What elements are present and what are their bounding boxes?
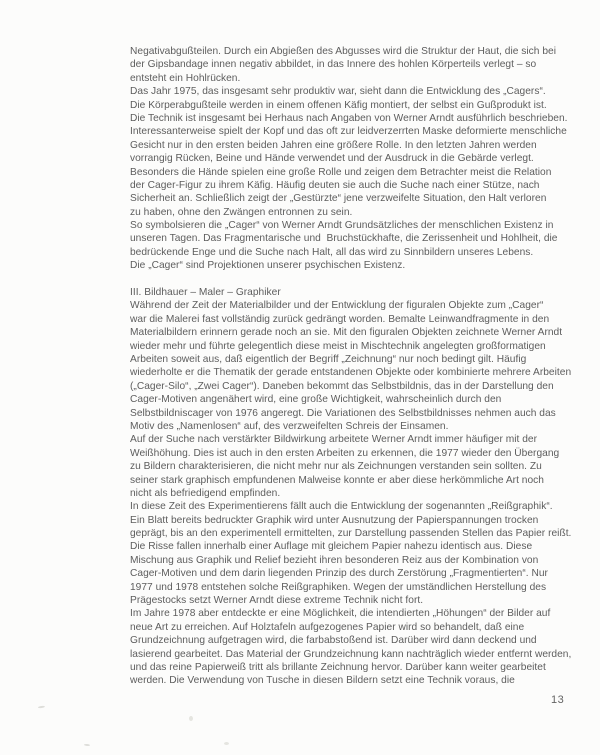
text-line: Die „Cager“ sind Projektionen unserer psychischen Existenz. — [130, 260, 406, 272]
scan-smudge — [38, 706, 45, 709]
paragraph — [130, 500, 585, 607]
text-line: („Cager-Silo“, „Zwei Cager“). Daneben bekommt das Selbstbildnis, das in der Darstellung den — [130, 380, 554, 392]
paragraph — [130, 433, 585, 500]
text-line: Selbstbildniscager von 1976 angeregt. Die Variationen des Selbstbildnisses nehmen auch das — [130, 407, 556, 419]
text-line: Interessanterweise spielt der Kopf und das oft zur leidverzerrten Maske deformierte menschliche — [130, 126, 567, 138]
text-line: Im Jahre 1978 aber entdeckte er eine Möglichkeit, die intendierten „Höhungen“ der Bilder auf — [130, 608, 551, 620]
page-number: 13 — [551, 694, 565, 706]
text-line: lasierend gearbeitet. Das Material der Grundzeichnung kann nachträglich wieder entfernt werden, — [130, 648, 572, 660]
scan-smudge — [189, 716, 193, 721]
section-heading: III. Bildhauer – Maler – Graphiker — [130, 287, 281, 299]
text-line: war die Malerei fast vollständig zurück gedrängt worden. Bemalte Leinwandfragmente in den — [130, 313, 550, 325]
text-line: Mischung aus Graphik und Relief bezieht ihren besonderen Reiz aus der Kombination von — [130, 554, 539, 566]
text-line: Cager-Motiven angenähert wird, eine große Wichtigkeit, wahrscheinlich durch den — [130, 394, 502, 406]
text-line: Cager-Motiven und dem darin liegenden Prinzip des durch Zerstörung „Fragmentierten“. Nur — [130, 568, 548, 580]
paragraph — [130, 219, 585, 273]
text-line: Während der Zeit der Materialbilder und der Entwicklung der figuralen Objekte zum „Cager“ — [130, 300, 544, 312]
text-line: Motiv des „Namenlosen“ auf, des verzweifelten Schreis der Einsamen. — [130, 420, 449, 432]
text-line: Sicherheit an. Schließlich zeigt der „Gestürzte“ jene verzweifelte Situation, den Halt verloren — [130, 193, 547, 205]
text-line: Arbeiten soweit aus, daß eigentlich der Begriff „Zeichnung“ nur noch bedingt gilt. Häufig — [130, 353, 527, 365]
paragraph — [130, 85, 585, 219]
text-line: entsteht ein Hohlrücken. — [130, 72, 241, 84]
text-line: und das reine Papierweiß tritt als brillante Zeichnung hervor. Darüber kann weiter gearbeitet — [130, 661, 546, 673]
text-line: werden. Die Verwendung von Tusche in diesen Bildern setzt eine Technik voraus, die — [130, 675, 515, 687]
text-line: nicht als befriedigend empfinden. — [130, 487, 281, 499]
text-line: neue Art zu erreichen. Auf Holztafeln aufgezogenes Papier wird so behandelt, daß eine — [130, 621, 525, 633]
text-line: zu Bildern charakterisieren, die nicht mehr nur als Zeichnungen verstanden sein sollten. Zu — [130, 461, 542, 473]
text-line: Ein Blatt bereits bedruckter Graphik wird unter Ausnutzung der Papierspannungen trocken — [130, 514, 539, 526]
text-line: 1977 und 1978 entstehen solche Reißgraphiken. Wegen der umständlichen Herstellung des — [130, 581, 547, 593]
text-line: Prägestocks setzt Werner Arndt diese extreme Technik nicht fort. — [130, 595, 424, 607]
text-line: So symbolsieren die „Cager“ von Werner Arndt Grundsätzliches der menschlichen Existenz in — [130, 220, 554, 232]
scan-smudge — [224, 742, 229, 745]
text-line: geprägt, bis an den experimentell ermittelten, zur Darstellung passenden Stellen das Papier reißt. — [130, 528, 572, 540]
text-line: Die Körperabgußteile werden in einem offenen Käfig montiert, der selbst ein Gußprodukt ist. — [130, 99, 547, 111]
text-line: der Cager-Figur zu ihrem Käfig. Häufig deuten sie auch die Suche nach einer Stütze, nach — [130, 179, 540, 191]
paragraph — [130, 299, 585, 433]
text-line: vorrangig Rücken, Beine und Hände verwendet und der Ausdruck in die Gebärde verlegt. — [130, 153, 534, 165]
text-line: Das Jahr 1975, das insgesamt sehr produktiv war, sieht dann die Entwicklung des „Cagers“. — [130, 86, 546, 98]
text-line: zu haben, ohne den Zwängen entronnen zu sein. — [130, 206, 353, 218]
text-line: wieder mehr und führte gelegentlich diese meist in Mischtechnik angelegten großformatigen — [130, 340, 546, 352]
text-line: Die Technik ist insgesamt bei Herhaus nach Angaben von Werner Arndt ausführlich beschrieben. — [130, 112, 568, 124]
text-line: Negativabgußteilen. Durch ein Abgießen des Abgusses wird die Struktur der Haut, die sich bei — [130, 46, 556, 57]
text-line: Grundzeichnung aufgetragen wird, die farbabstoßend ist. Darüber wird dann deckend und — [130, 635, 537, 647]
text-line: unseren Tagen. Das Fragmentarische und Bruchstückhafte, die Zerissenheit und Hohlheit, die — [130, 233, 558, 245]
text-line: Gesicht nur in den ersten beiden Jahren eine größere Rolle. In den letzten Jahren werden — [130, 139, 537, 151]
text-line: Besonders die Hände spielen eine große Rolle und zeigen dem Betrachter meist die Relation — [130, 166, 552, 178]
text-column — [130, 45, 585, 688]
paragraph — [130, 607, 585, 687]
text-line: Materialbildern erinnern gerade noch an sie. Mit den figuralen Objekten zeichnete Werner Arndt — [130, 327, 563, 339]
text-line: In diese Zeit des Experimentierens fällt auch die Entwicklung der sogenannten „Reißgraphik“. — [130, 501, 553, 513]
scan-smudge — [84, 744, 90, 747]
text-line: seiner stark graphisch empfundenen Malweise konnte er aber diese herkömmliche Art noch — [130, 474, 544, 486]
text-line: der Gipsbandage innen negativ abbildet, in das Innere des hohlen Körperteils verlegt – so — [130, 59, 537, 71]
paragraph — [130, 45, 585, 85]
text-line: wiederholte er die Thematik der gerade entstandenen Objekte oder kombinierte mehrere Arbeiten — [130, 367, 572, 379]
text-line: Die Risse fallen innerhalb einer Auflage mit gleichem Papier nahezu identisch aus. Diese — [130, 541, 533, 553]
text-line: Auf der Suche nach verstärkter Bildwirkung arbeitete Werner Arndt immer häufiger mit der — [130, 434, 537, 446]
text-line: Weißhöhung. Dies ist auch in den ersten Arbeiten zu erkennen, die 1977 wieder den Übergang — [130, 447, 560, 459]
text-line: bedrückende Enge und die Suche nach Halt, all das wird zu Sinnbildern unseres Lebens. — [130, 246, 534, 258]
